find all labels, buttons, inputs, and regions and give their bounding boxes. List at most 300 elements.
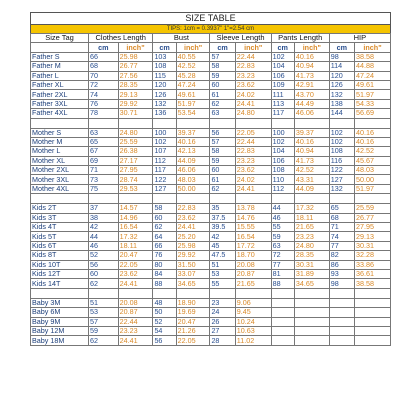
table-title: SIZE TABLE [30, 12, 391, 24]
cm-value-cell: 72 [89, 80, 119, 89]
cm-value-cell: 81 [271, 269, 294, 278]
cm-value-cell: 84 [153, 269, 176, 278]
inch-value-cell: 23.23 [294, 232, 329, 241]
inch-value-cell: 25.98 [118, 52, 153, 61]
cm-value-cell: 58 [210, 147, 235, 156]
size-tag-cell: Kids 12T [31, 269, 89, 278]
cm-value-cell: 104 [271, 62, 294, 71]
inch-value-cell: 38.58 [355, 52, 391, 61]
inch-value-cell [355, 308, 391, 317]
cm-value-cell [329, 336, 354, 345]
inch-value-cell: 30.31 [294, 260, 329, 269]
inch-value-cell: 34.65 [176, 279, 210, 288]
cm-value-cell: 44 [89, 232, 119, 241]
inch-value-cell: 20.87 [235, 269, 271, 278]
size-tag-cell: Father 3XL [31, 99, 89, 108]
cm-value-cell: 57 [210, 137, 235, 146]
column-header-row [31, 34, 391, 43]
cm-value-cell: 102 [329, 137, 354, 146]
cm-value-cell: 61 [210, 175, 235, 184]
inch-value-cell: 31.89 [294, 269, 329, 278]
separator-cell [176, 118, 210, 128]
cm-value-cell: 110 [271, 175, 294, 184]
unit-inch: inch" [176, 43, 210, 52]
inch-value-cell: 14.57 [118, 204, 153, 213]
separator-cell [153, 118, 176, 128]
cm-value-cell: 60 [89, 269, 119, 278]
inch-value-cell: 27.95 [355, 223, 391, 232]
inch-value-cell: 22.83 [235, 62, 271, 71]
cm-value-cell [271, 308, 294, 317]
size-tag-cell: Father XL [31, 80, 89, 89]
unit-cm: cm [329, 43, 354, 52]
cm-value-cell: 58 [153, 204, 176, 213]
cm-value-cell: 102 [153, 137, 176, 146]
size-tag-cell: Mother M [31, 137, 89, 146]
inch-value-cell: 29.13 [355, 232, 391, 241]
inch-value-cell: 44.49 [294, 99, 329, 108]
separator-cell [176, 194, 210, 204]
cm-value-cell: 102 [271, 137, 294, 146]
separator-cell [210, 288, 235, 298]
cm-value-cell: 111 [271, 90, 294, 99]
cm-value-cell: 56 [89, 260, 119, 269]
inch-value-cell: 32.28 [355, 251, 391, 260]
size-tag-cell: Mother L [31, 147, 89, 156]
cm-value-cell: 35 [210, 204, 235, 213]
table-row [31, 128, 391, 137]
inch-value-cell: 53.54 [176, 109, 210, 118]
inch-value-cell: 40.16 [294, 52, 329, 61]
cm-value-cell: 54 [153, 326, 176, 335]
size-tag-cell: Mother S [31, 128, 89, 137]
unit-inch: inch" [355, 43, 391, 52]
cm-value-cell: 126 [153, 90, 176, 99]
cm-value-cell: 71 [89, 166, 119, 175]
unit-inch: inch" [118, 43, 153, 52]
inch-value-cell: 11.02 [235, 336, 271, 345]
inch-value-cell [294, 298, 329, 307]
cm-value-cell: 107 [153, 147, 176, 156]
header-pants-length: Pants Length [271, 34, 329, 43]
cm-value-cell: 63 [210, 109, 235, 118]
inch-value-cell: 20.08 [118, 298, 153, 307]
cm-value-cell: 116 [329, 156, 354, 165]
cm-value-cell: 72 [271, 251, 294, 260]
cm-value-cell: 76 [153, 251, 176, 260]
inch-value-cell: 48.03 [176, 175, 210, 184]
inch-value-cell: 17.32 [294, 204, 329, 213]
separator-cell [31, 194, 89, 204]
inch-value-cell: 36.61 [355, 269, 391, 278]
table-row [31, 241, 391, 250]
group-separator [31, 288, 391, 298]
cm-value-cell: 108 [329, 147, 354, 156]
inch-value-cell [355, 326, 391, 335]
cm-value-cell: 132 [153, 99, 176, 108]
separator-cell [355, 194, 391, 204]
cm-value-cell: 65 [89, 137, 119, 146]
inch-value-cell: 24.02 [235, 90, 271, 99]
cm-value-cell: 112 [271, 184, 294, 193]
cm-value-cell: 122 [329, 166, 354, 175]
separator-cell [235, 194, 271, 204]
cm-value-cell: 88 [153, 279, 176, 288]
size-tag-cell: Father 2XL [31, 90, 89, 99]
inch-value-cell: 22.44 [118, 317, 153, 326]
inch-value-cell: 20.87 [118, 308, 153, 317]
unit-inch: inch" [294, 43, 329, 52]
inch-value-cell: 9.45 [235, 308, 271, 317]
separator-cell [329, 118, 354, 128]
inch-value-cell: 25.59 [118, 137, 153, 146]
inch-value-cell: 17.32 [118, 232, 153, 241]
table-row [31, 213, 391, 222]
inch-value-cell: 51.97 [176, 99, 210, 108]
separator-cell [329, 194, 354, 204]
table-row [31, 175, 391, 184]
inch-value-cell: 14.76 [235, 213, 271, 222]
cm-value-cell: 50 [153, 308, 176, 317]
cm-value-cell: 112 [153, 156, 176, 165]
cm-value-cell: 59 [271, 232, 294, 241]
header-sleeve-length: Sleeve Length [210, 34, 271, 43]
cm-value-cell: 138 [329, 99, 354, 108]
cm-value-cell: 53 [89, 308, 119, 317]
cm-value-cell: 102 [329, 128, 354, 137]
inch-value-cell: 22.05 [176, 336, 210, 345]
cm-value-cell: 51 [89, 298, 119, 307]
size-tag-cell: Baby 18M [31, 336, 89, 345]
separator-cell [89, 194, 119, 204]
inch-value-cell: 16.54 [118, 223, 153, 232]
inch-value-cell: 56.69 [355, 109, 391, 118]
cm-value-cell: 106 [271, 71, 294, 80]
separator-cell [89, 118, 119, 128]
cm-value-cell: 68 [329, 213, 354, 222]
inch-value-cell: 40.16 [176, 137, 210, 146]
cm-value-cell: 60 [153, 213, 176, 222]
inch-value-cell: 25.98 [176, 241, 210, 250]
cm-value-cell: 59 [210, 71, 235, 80]
inch-value-cell [355, 317, 391, 326]
size-tag-cell: Father 4XL [31, 109, 89, 118]
size-tag-cell: Kids 8T [31, 251, 89, 260]
inch-value-cell: 39.37 [176, 128, 210, 137]
inch-value-cell: 42.52 [176, 62, 210, 71]
cm-value-cell: 98 [329, 52, 354, 61]
cm-value-cell: 55 [271, 223, 294, 232]
inch-value-cell [294, 326, 329, 335]
cm-value-cell: 78 [89, 109, 119, 118]
table-row [31, 317, 391, 326]
inch-value-cell: 48.03 [355, 166, 391, 175]
inch-value-cell [294, 308, 329, 317]
cm-value-cell: 109 [271, 80, 294, 89]
unit-header-row [31, 43, 391, 52]
inch-value-cell: 40.16 [355, 137, 391, 146]
size-tag-cell: Father M [31, 62, 89, 71]
inch-value-cell: 21.65 [294, 223, 329, 232]
table-row [31, 336, 391, 345]
cm-value-cell: 102 [271, 52, 294, 61]
inch-value-cell: 42.91 [294, 80, 329, 89]
cm-value-cell [271, 298, 294, 307]
separator-cell [118, 288, 153, 298]
cm-value-cell: 82 [329, 251, 354, 260]
cm-value-cell: 75 [89, 184, 119, 193]
inch-value-cell: 15.55 [235, 223, 271, 232]
cm-value-cell: 39.5 [210, 223, 235, 232]
inch-value-cell: 21.26 [176, 326, 210, 335]
size-tag-cell: Kids 10T [31, 260, 89, 269]
cm-value-cell: 24 [210, 308, 235, 317]
cm-value-cell: 115 [153, 71, 176, 80]
cm-value-cell: 62 [153, 223, 176, 232]
separator-cell [294, 288, 329, 298]
inch-value-cell: 46.06 [176, 166, 210, 175]
cm-value-cell [271, 336, 294, 345]
inch-value-cell: 19.69 [176, 308, 210, 317]
inch-value-cell: 24.41 [118, 279, 153, 288]
table-row [31, 166, 391, 175]
separator-cell [294, 194, 329, 204]
cm-value-cell: 71 [329, 223, 354, 232]
inch-value-cell: 49.61 [355, 80, 391, 89]
cm-value-cell: 113 [271, 99, 294, 108]
inch-value-cell: 40.16 [294, 137, 329, 146]
cm-value-cell: 56 [210, 128, 235, 137]
table-row [31, 156, 391, 165]
cm-value-cell: 62 [89, 279, 119, 288]
separator-cell [271, 288, 294, 298]
cm-value-cell: 132 [329, 184, 354, 193]
inch-value-cell: 44.09 [176, 156, 210, 165]
inch-value-cell: 47.24 [176, 80, 210, 89]
size-tag-cell: Baby 3M [31, 298, 89, 307]
size-table [30, 12, 391, 346]
cm-value-cell: 117 [153, 166, 176, 175]
inch-value-cell: 54.33 [355, 99, 391, 108]
cm-value-cell: 59 [210, 156, 235, 165]
unit-cm: cm [271, 43, 294, 52]
inch-value-cell [294, 317, 329, 326]
table-row [31, 62, 391, 71]
cm-value-cell: 93 [329, 269, 354, 278]
separator-cell [118, 118, 153, 128]
inch-value-cell: 29.92 [118, 99, 153, 108]
inch-value-cell: 24.41 [235, 99, 271, 108]
inch-value-cell: 28.74 [118, 175, 153, 184]
separator-cell [153, 288, 176, 298]
cm-value-cell: 114 [329, 62, 354, 71]
separator-cell [355, 288, 391, 298]
cm-value-cell: 63 [271, 241, 294, 250]
inch-value-cell: 16.54 [235, 232, 271, 241]
inch-value-cell: 22.44 [235, 52, 271, 61]
inch-value-cell: 23.23 [235, 156, 271, 165]
inch-value-cell: 51.97 [355, 90, 391, 99]
inch-value-cell: 23.23 [118, 326, 153, 335]
inch-value-cell: 23.62 [235, 80, 271, 89]
cm-value-cell: 37.5 [210, 213, 235, 222]
table-row [31, 184, 391, 193]
inch-value-cell: 20.08 [235, 260, 271, 269]
cm-value-cell: 106 [271, 156, 294, 165]
cm-value-cell: 86 [329, 260, 354, 269]
table-row [31, 204, 391, 213]
cm-value-cell: 57 [210, 52, 235, 61]
inch-value-cell: 31.50 [176, 260, 210, 269]
table-row [31, 137, 391, 146]
cm-value-cell: 56 [153, 336, 176, 345]
cm-value-cell [271, 326, 294, 335]
cm-value-cell: 27 [210, 326, 235, 335]
cm-value-cell: 122 [153, 175, 176, 184]
inch-value-cell: 42.52 [294, 166, 329, 175]
inch-value-cell [355, 298, 391, 307]
separator-cell [31, 118, 89, 128]
cm-value-cell: 62 [89, 336, 119, 345]
separator-cell [235, 288, 271, 298]
cm-value-cell [329, 298, 354, 307]
inch-value-cell: 24.41 [176, 223, 210, 232]
cm-value-cell: 98 [329, 279, 354, 288]
cm-value-cell [329, 326, 354, 335]
table-row [31, 326, 391, 335]
inch-value-cell: 40.94 [294, 62, 329, 71]
inch-value-cell [294, 336, 329, 345]
cm-value-cell: 63 [89, 128, 119, 137]
cm-value-cell: 108 [271, 166, 294, 175]
cm-value-cell: 62 [210, 184, 235, 193]
table-row [31, 279, 391, 288]
cm-value-cell: 59 [89, 326, 119, 335]
table-row [31, 251, 391, 260]
cm-value-cell: 28 [210, 336, 235, 345]
cm-value-cell: 74 [89, 90, 119, 99]
separator-cell [118, 194, 153, 204]
inch-value-cell: 43.70 [294, 90, 329, 99]
inch-value-cell: 9.06 [235, 298, 271, 307]
size-tag-cell: Kids 4T [31, 223, 89, 232]
separator-cell [176, 288, 210, 298]
cm-value-cell: 61 [210, 90, 235, 99]
separator-cell [210, 118, 235, 128]
cm-value-cell: 47.5 [210, 251, 235, 260]
separator-cell [153, 194, 176, 204]
unit-cm: cm [89, 43, 119, 52]
inch-value-cell: 24.41 [235, 184, 271, 193]
inch-value-cell: 18.90 [176, 298, 210, 307]
inch-value-cell: 30.31 [355, 241, 391, 250]
header-bust: Bust [153, 34, 210, 43]
size-grid [30, 33, 391, 346]
separator-cell [89, 288, 119, 298]
cm-value-cell: 69 [89, 156, 119, 165]
inch-value-cell: 40.55 [176, 52, 210, 61]
cm-value-cell: 66 [89, 52, 119, 61]
cm-value-cell: 132 [329, 90, 354, 99]
size-tag-cell: Mother 3XL [31, 175, 89, 184]
cm-value-cell: 60 [210, 80, 235, 89]
inch-value-cell: 18.11 [118, 241, 153, 250]
table-row [31, 99, 391, 108]
inch-value-cell: 25.59 [355, 204, 391, 213]
inch-value-cell: 46.06 [294, 109, 329, 118]
inch-value-cell: 27.95 [118, 166, 153, 175]
size-tag-cell: Baby 9M [31, 317, 89, 326]
size-tag-cell: Kids 3T [31, 213, 89, 222]
group-separator [31, 194, 391, 204]
cm-value-cell: 77 [271, 260, 294, 269]
cm-value-cell: 127 [153, 184, 176, 193]
cm-value-cell: 100 [153, 128, 176, 137]
inch-value-cell: 24.80 [294, 241, 329, 250]
inch-value-cell: 14.96 [118, 213, 153, 222]
cm-value-cell: 108 [153, 62, 176, 71]
cm-value-cell: 103 [153, 52, 176, 61]
inch-value-cell: 44.09 [294, 184, 329, 193]
size-tag-cell: Kids 14T [31, 279, 89, 288]
inch-value-cell: 38.58 [355, 279, 391, 288]
size-tag-cell: Kids 6T [31, 241, 89, 250]
cm-value-cell: 42 [210, 232, 235, 241]
cm-value-cell: 42 [89, 223, 119, 232]
header-hip: HIP [329, 34, 390, 43]
inch-value-cell [355, 336, 391, 345]
inch-value-cell: 22.44 [235, 137, 271, 146]
cm-value-cell: 65 [329, 204, 354, 213]
inch-value-cell: 23.23 [235, 71, 271, 80]
inch-value-cell: 20.47 [118, 251, 153, 260]
cm-value-cell: 70 [89, 71, 119, 80]
cm-value-cell [329, 308, 354, 317]
cm-value-cell: 23 [210, 298, 235, 307]
inch-value-cell: 50.00 [355, 175, 391, 184]
cm-value-cell: 73 [89, 175, 119, 184]
size-tag-cell: Mother 2XL [31, 166, 89, 175]
inch-value-cell: 23.62 [176, 213, 210, 222]
table-row [31, 80, 391, 89]
cm-value-cell: 44 [271, 204, 294, 213]
cm-value-cell: 104 [271, 147, 294, 156]
inch-value-cell: 24.02 [235, 175, 271, 184]
inch-value-cell: 18.11 [294, 213, 329, 222]
separator-cell [271, 194, 294, 204]
inch-value-cell: 26.38 [118, 147, 153, 156]
inch-value-cell: 17.72 [235, 241, 271, 250]
inch-value-cell: 45.67 [355, 156, 391, 165]
inch-value-cell: 40.16 [355, 128, 391, 137]
unit-inch: inch" [235, 43, 271, 52]
separator-cell [31, 288, 89, 298]
inch-value-cell: 10.63 [235, 326, 271, 335]
size-tag-cell: Baby 6M [31, 308, 89, 317]
cm-value-cell: 38 [89, 213, 119, 222]
inch-value-cell: 24.80 [118, 128, 153, 137]
size-tag-cell: Mother 4XL [31, 184, 89, 193]
separator-cell [271, 118, 294, 128]
separator-cell [355, 118, 391, 128]
cm-value-cell: 60 [210, 166, 235, 175]
cm-value-cell: 58 [210, 62, 235, 71]
inch-value-cell: 43.31 [294, 175, 329, 184]
cm-value-cell: 76 [89, 99, 119, 108]
inch-value-cell: 23.62 [235, 166, 271, 175]
inch-value-cell: 27.56 [118, 71, 153, 80]
inch-value-cell: 34.65 [294, 279, 329, 288]
